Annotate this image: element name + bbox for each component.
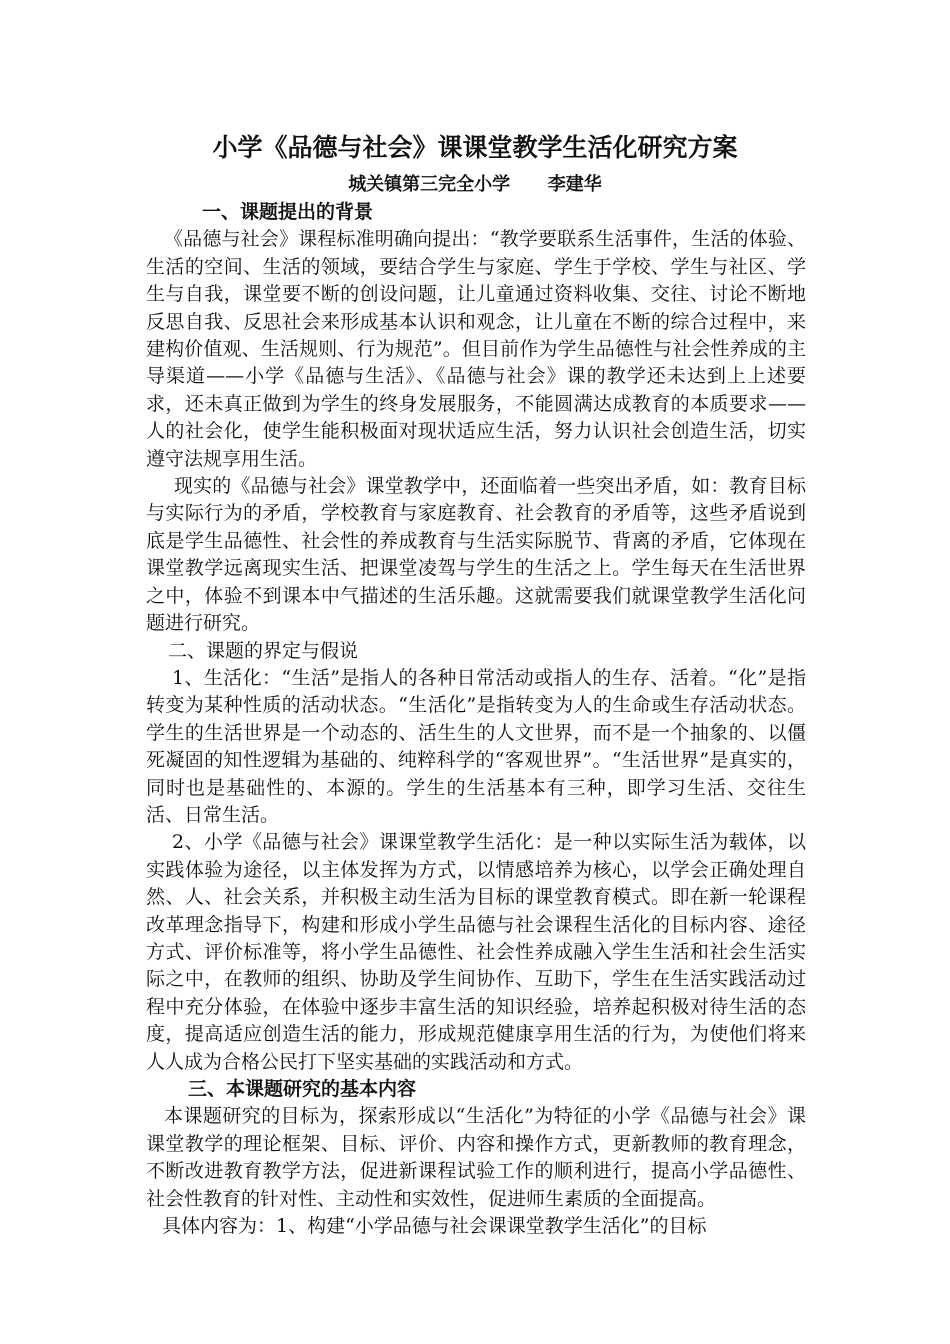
paragraph: 具体内容为：1、构建“小学品德与社会课课堂教学生活化”的目标 bbox=[162, 1215, 707, 1238]
section-heading: 三、本课题研究的基本内容 bbox=[188, 1078, 417, 1100]
paragraph: 1、生活化：“生活”是指人的各种日常活动或指人的生存、活着。“化”是指转变为某种性质的活动状态。“生活化”是指转变为人的生命或生存活动状态。学生的生活世界是一个动态的、活生生的人文世界，而不是一个抽象的、以僵死凝固的知性逻辑为基础的、纯粹科学的“客观世界”。“生活世界”是真实的，同时也是基础性的、本源的。学生的生活基本有三种，即学习生活、交往生活、日常生活。 bbox=[146, 666, 806, 826]
document-body bbox=[146, 199, 806, 1240]
section-heading: 一、课题提出的背景 bbox=[202, 201, 374, 223]
author-line: 城关镇第三完全小学 李建华 bbox=[348, 174, 602, 195]
paragraph: 2、小学《品德与社会》课课堂教学生活化：是一种以实际生活为载体，以实践体验为途径，以主体发挥为方式，以情感培养为核心，以学会正确处理自然、人、社会关系，并积极主动生活为目标的课堂教育模式。即在新一轮课程改革理念指导下，构建和形成小学生品德与社会课程生活化的目标内容、途径方式、评价标准等，将小学生品德性、社会性养成融入学生生活和社会生活实际之中，在教师的组织、协助及学生间协作、互助下，学生在生活实践活动过程中充分体验，在体验中逐步丰富生活的知识经验，培养起积极对待生活的态度，提高适应创造生活的能力，形成规范健康享用生活的行为，为使他们将来人人成为合格公民打下坚实基础的实践活动和方式。 bbox=[146, 831, 806, 1073]
paragraph: 本课题研究的目标为，探索形成以“生活化”为特征的小学《品德与社会》课课堂教学的理论框架、目标、评价、内容和操作方式，更新教师的教育理念，不断改进教育教学方法，促进新课程试验工作的顺利进行，提高小学品德性、社会性教育的针对性、主动性和实效性，促进师生素质的全面提高。 bbox=[146, 1105, 806, 1210]
document-title: 小学《品德与社会》课课堂教学生活化研究方案 bbox=[212, 133, 738, 162]
section-heading: 二、课题的界定与假说 bbox=[168, 639, 359, 662]
paragraph: 《品德与社会》课程标准明确向提出：“教学要联系生活事件，生活的体验、生活的空间、生活的领域，要结合学生与家庭、学生于学校、学生与社区、学生与自我，课堂要不断的创设问题，让儿童通过资料收集、交往、讨论不断地反思自我、反思社会来形成基本认识和观念，让儿童在不断的综合过程中，来建构价值观、生活规则、行为规范”。但目前作为学生品德性与社会性养成的主导渠道——小学《品德与生活》、《品德与社会》课的教学还未达到上上述要求，还未真正做到为学生的终身发展服务，不能圆满达成教育的本质要求——人的社会化，使学生能积极面对现状适应生活，努力认识社会创造生活，切实遵守法规享用生活。 bbox=[146, 228, 806, 470]
paragraph: 现实的《品德与社会》课堂教学中，还面临着一些突出矛盾，如：教育目标与实际行为的矛盾，学校教育与家庭教育、社会教育的矛盾等，这些矛盾说到底是学生品德性、社会性的养成教育与生活实际脱节、背离的矛盾，它体现在课堂教学远离现实生活、把课堂凌驾与学生的生活之上。学生每天在生活世界之中，体验不到课本中气描述的生活乐趣。这就需要我们就课堂教学生活化问题进行研究。 bbox=[146, 475, 806, 635]
